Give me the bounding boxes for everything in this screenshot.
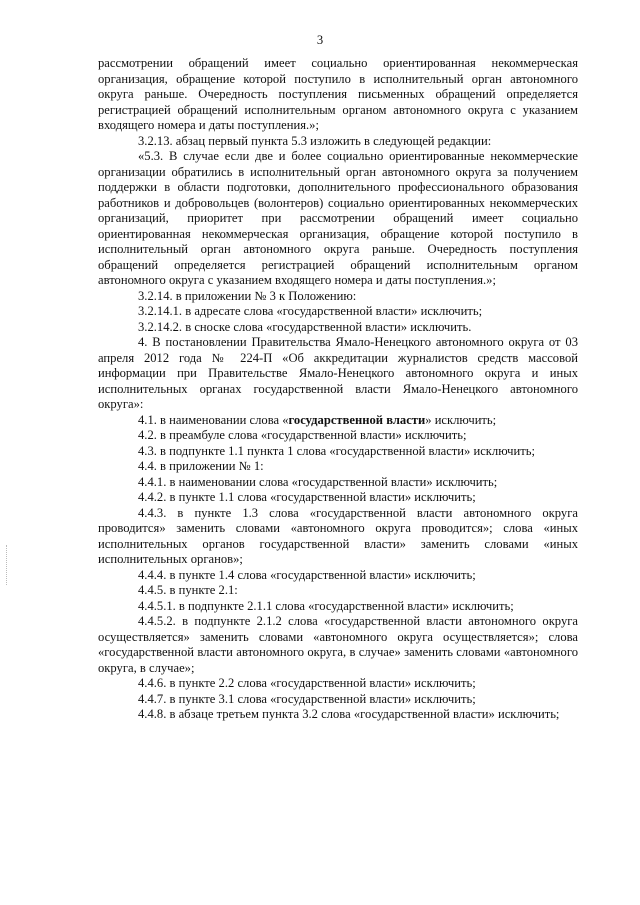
- paragraph-p8: [98, 413, 578, 429]
- paragraph-p15: 4.4.4. в пункте 1.4 слова «государственной власти» исключить;: [138, 567, 476, 582]
- paragraph-text-bold: государственной власти: [288, 412, 426, 427]
- page-number: 3: [316, 33, 324, 47]
- paragraph-p11: 4.4. в приложении № 1:: [138, 459, 264, 473]
- paragraph-p9: 4.2. в преамбуле слова «государственной власти» исключить;: [138, 428, 467, 442]
- paragraph-p19: 4.4.6. в пункте 2.2 слова «государственной власти» исключить;: [138, 676, 476, 690]
- margin-mark: [6, 545, 8, 585]
- paragraph-p3: «5.3. В случае если две и более социально ориентированные некоммерческие организации обратились в исполнительный орган автономного округа за получением поддержки в области подготовки, дополнительного профессионального образования работников и добровольцев (волонтеров) социально ориентированных некоммерческих организаций, приоритет при рассмотрении обращений имеет социально ориентированная некоммерческая организация, обращение которой поступило в исполнительный орган автономного округа раньше. Очередность поступления обращений определяется регистрацией обращений исполнительным органом автономного округа с указанием входящего номера и даты поступления.»;: [98, 149, 578, 287]
- paragraph-p18: 4.4.5.2. в подпункте 2.1.2 слова «государственной власти автономного округа осуществляется» заменить словами «автономного округа осуществляется»; слова «государственной власти автономного округа, в случае» заменить словами «автономного округа, в случае»;: [98, 614, 578, 675]
- paragraph-p10: 4.3. в подпункте 1.1 пункта 1 слова «государственной власти» исключить;: [138, 443, 535, 458]
- paragraph-p12: 4.4.1. в наименовании слова «государственной власти» исключить;: [138, 474, 498, 489]
- paragraph-p2: 3.2.13. абзац первый пункта 5.3 изложить в следующей редакции:: [138, 133, 492, 148]
- paragraph-p4: 3.2.14. в приложении № 3 к Положению:: [138, 288, 357, 303]
- paragraph-p14: 4.4.3. в пункте 1.3 слова «государственной власти автономного округа проводится» заменить словами «автономного округа проводится»; слова «иных исполнительных органов государственной власти» заменить словами «иных исполнительных органов»;: [98, 505, 578, 566]
- paragraph-text-post: » исключить;: [425, 412, 497, 427]
- paragraph-p1: рассмотрении обращений имеет социально ориентированная некоммерческая организация, обращение которой поступило в исполнительный орган автономного округа раньше. Очередность поступления письменных обращений определяется регистрацией обращений исполнительным органом автономного округа с указанием входящего номера и даты поступления.»;: [98, 56, 578, 132]
- paragraph-p6: 3.2.14.2. в сноске слова «государственной власти» исключить.: [138, 319, 472, 334]
- document-body: [98, 56, 578, 723]
- paragraph-p17: 4.4.5.1. в подпункте 2.1.1 слова «государственной власти» исключить;: [138, 598, 514, 613]
- paragraph-p5: 3.2.14.1. в адресате слова «государственной власти» исключить;: [138, 304, 483, 318]
- paragraph-p7: 4. В постановлении Правительства Ямало-Ненецкого автономного округа от 03 апреля 2012 года № 224-П «Об аккредитации журналистов средств массовой информации при Правительстве Ямало-Ненецкого автономного округа и иных исполнительных органах государственной власти Ямало-Ненецкого автономного округа»:: [98, 335, 578, 411]
- paragraph-p20: 4.4.7. в пункте 3.1 слова «государственной власти» исключить;: [138, 691, 476, 706]
- paragraph-p16: 4.4.5. в пункте 2.1:: [138, 583, 238, 597]
- paragraph-text-pre: 4.1. в наименовании слова «: [138, 412, 289, 427]
- paragraph-p21: 4.4.8. в абзаце третьем пункта 3.2 слова «государственной власти» исключить;: [138, 707, 560, 721]
- paragraph-p13: 4.4.2. в пункте 1.1 слова «государственной власти» исключить;: [138, 490, 476, 504]
